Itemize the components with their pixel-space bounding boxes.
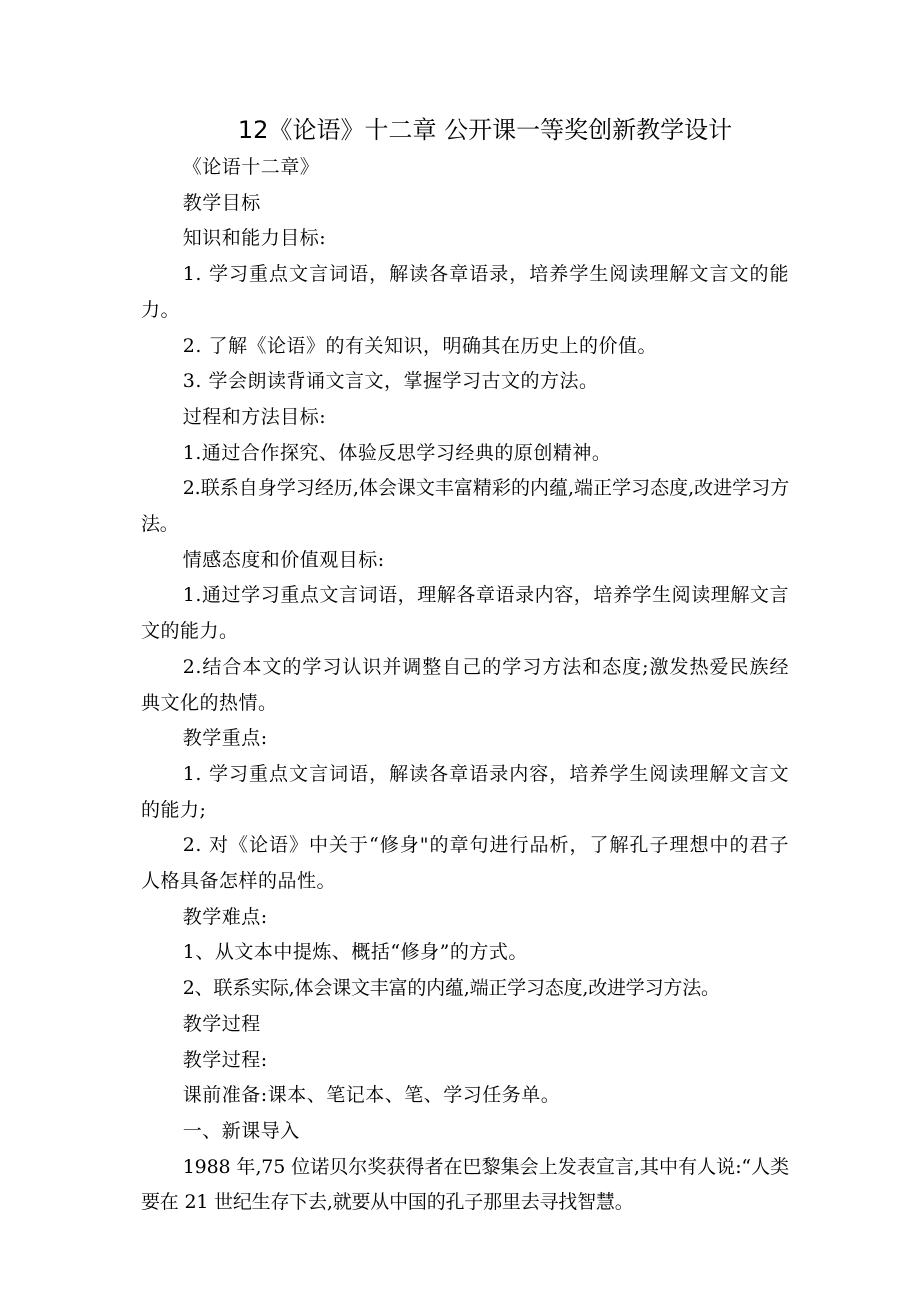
document-title: 12《论语》十二章 公开课一等奖创新教学设计	[237, 116, 733, 144]
section-heading-teaching-process: 教学过程	[182, 1012, 261, 1035]
introduction-paragraph: 1988 年,75 位诺贝尔奖获得者在巴黎集会上发表宣言,其中有人说:“人类要在 21 世纪生存下去,就要从中国的孔子那里去寻找智慧。	[141, 1155, 789, 1214]
subheading-knowledge-goals: 知识和能力目标:	[182, 227, 327, 250]
subheading-process-goals: 过程和方法目标:	[182, 405, 327, 428]
subheading-introduction: 一、新课导入	[182, 1119, 300, 1142]
key-point-1: 1. 学习重点文言词语，解读各章语录内容，培养学生阅读理解文言文的能力;	[141, 762, 789, 821]
lesson-name: 《论语十二章》	[182, 156, 320, 178]
subheading-values-goals: 情感态度和价值观目标:	[182, 548, 385, 571]
section-heading-teaching-goals: 教学目标	[182, 191, 261, 214]
values-goal-2: 2.结合本文的学习认识并调整自己的学习方法和态度;激发热爱民族经典文化的热情。	[141, 655, 789, 714]
subheading-teaching-process: 教学过程:	[182, 1048, 268, 1071]
subheading-key-points: 教学重点:	[182, 727, 268, 750]
process-goal-2: 2.联系自身学习经历,体会课文丰富精彩的内蕴,端正学习态度,改进学习方法。	[141, 477, 789, 536]
values-goal-1: 1.通过学习重点文言词语，理解各章语录内容，培养学生阅读理解文言文的能力。	[141, 584, 789, 643]
subheading-difficulties: 教学难点:	[182, 905, 268, 928]
difficulty-2: 2、联系实际,体会课文丰富的内蕴,端正学习态度,改进学习方法。	[182, 977, 720, 1000]
key-point-2: 2. 对《论语》中关于“修身"的章句进行品析，了解孔子理想中的君子人格具备怎样的品性。	[141, 834, 789, 893]
knowledge-goal-1: 1. 学习重点文言词语，解读各章语录，培养学生阅读理解文言文的能力。	[141, 263, 789, 321]
difficulty-1: 1、从文本中提炼、概括“修身”的方式。	[182, 941, 528, 964]
document-body	[141, 150, 789, 1221]
class-preparation: 课前准备:课本、笔记本、笔、学习任务单。	[182, 1084, 561, 1107]
knowledge-goal-2: 2. 了解《论语》的有关知识，明确其在历史上的价值。	[182, 334, 657, 357]
process-goal-1: 1.通过合作探究、体验反思学习经典的原创精神。	[182, 441, 612, 464]
knowledge-goal-3: 3. 学会朗读背诵文言文，掌握学习古文的方法。	[182, 370, 599, 393]
